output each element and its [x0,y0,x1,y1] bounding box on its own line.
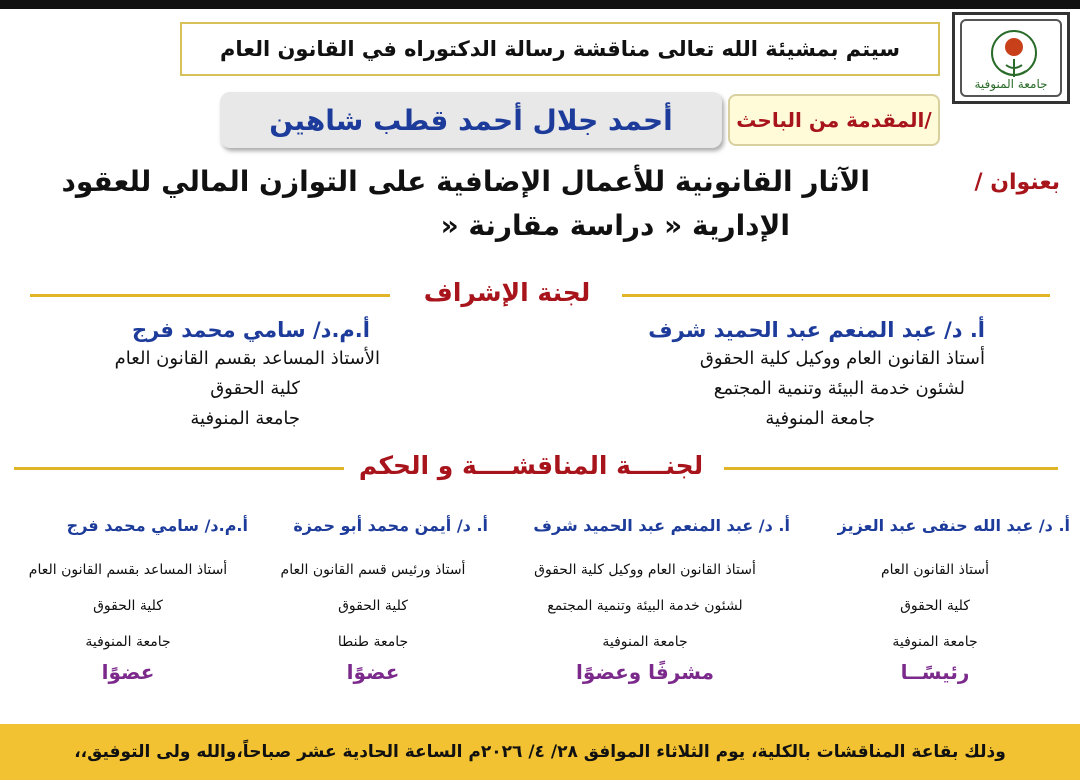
thesis-title-line2: الإدارية « دراسة مقارنة « [440,209,790,242]
committee-member-2 [500,514,790,684]
member-line: كلية الحقوق [900,598,970,614]
supervision-title: لجنة الإشراف [423,278,591,307]
university-logo [952,12,1070,104]
supervisor-name: أ. د/ عبد المنعم عبد الحميد شرف [648,318,985,342]
member-line: كلية الحقوق [93,598,163,614]
presenter-label: المقدمة من الباحث/ [728,94,940,146]
member-role: عضوًا [346,660,400,684]
supervisor-line: لشئون خدمة البيئة وتنمية المجتمع [713,378,965,399]
thesis-title [60,160,870,248]
member-role: مشرفًا وعضوًا [576,660,714,684]
member-line: أستاذ ورئيس قسم القانون العام [280,562,466,578]
footer-banner: وذلك بقاعة المناقشات بالكلية، يوم الثلاثاء الموافق ٢٨/ ٤/ ٢٠٢٦م الساعة الحادية عشر صباحاً،والله ولى التوفيق،، [0,724,1080,780]
divider-supervision-left [30,294,390,297]
supervisor-1 [560,316,985,434]
member-name: أ.م.د/ سامي محمد فرج [66,516,248,535]
divider-committee-left [14,467,344,470]
committee-member-3 [258,514,488,684]
member-role: رئيسًــا [900,660,970,684]
top-border [0,0,1080,9]
thesis-label: بعنوان / [974,170,1060,195]
committee-title: لجنــــة المناقشــــة و الحكم [358,451,704,480]
supervisor-line: الأستاذ المساعد بقسم القانون العام [114,348,380,369]
member-line: لشئون خدمة البيئة وتنمية المجتمع [547,598,743,614]
divider-committee-right [724,467,1058,470]
member-role: عضوًا [101,660,155,684]
thesis-title-line1: الآثار القانونية للأعمال الإضافية على التوازن المالي للعقود [61,165,870,198]
supervisor-line: جامعة المنوفية [765,408,875,429]
presenter-name: أحمد جلال أحمد قطب شاهين [220,92,722,148]
member-line: جامعة المنوفية [602,634,688,650]
committee-member-1 [800,514,1070,684]
member-line: أستاذ المساعد بقسم القانون العام [28,562,228,578]
supervisor-line: جامعة المنوفية [190,408,300,429]
announcement-box: سيتم بمشيئة الله تعالى مناقشة رسالة الدكتوراه في القانون العام [180,22,940,76]
committee-member-4 [8,514,248,684]
member-line: جامعة طنطا [337,634,409,650]
supervisor-line: أستاذ القانون العام ووكيل كلية الحقوق [699,348,985,369]
member-line: أستاذ القانون العام [880,562,989,578]
supervisor-2 [60,316,380,434]
member-line: جامعة المنوفية [892,634,978,650]
member-line: جامعة المنوفية [85,634,171,650]
divider-supervision-right [622,294,1050,297]
logo-caption: جامعة المنوفية [974,77,1048,91]
member-name: أ. د/ عبد الله حنفى عبد العزيز [837,516,1070,535]
member-name: أ. د/ أيمن محمد أبو حمزة [293,516,488,535]
logo-frame [960,19,1062,97]
supervisor-name: أ.م.د/ سامي محمد فرج [131,318,370,342]
member-name: أ. د/ عبد المنعم عبد الحميد شرف [533,516,790,535]
supervisor-line: كلية الحقوق [210,378,300,399]
member-line: كلية الحقوق [338,598,408,614]
member-line: أستاذ القانون العام ووكيل كلية الحقوق [534,562,756,578]
